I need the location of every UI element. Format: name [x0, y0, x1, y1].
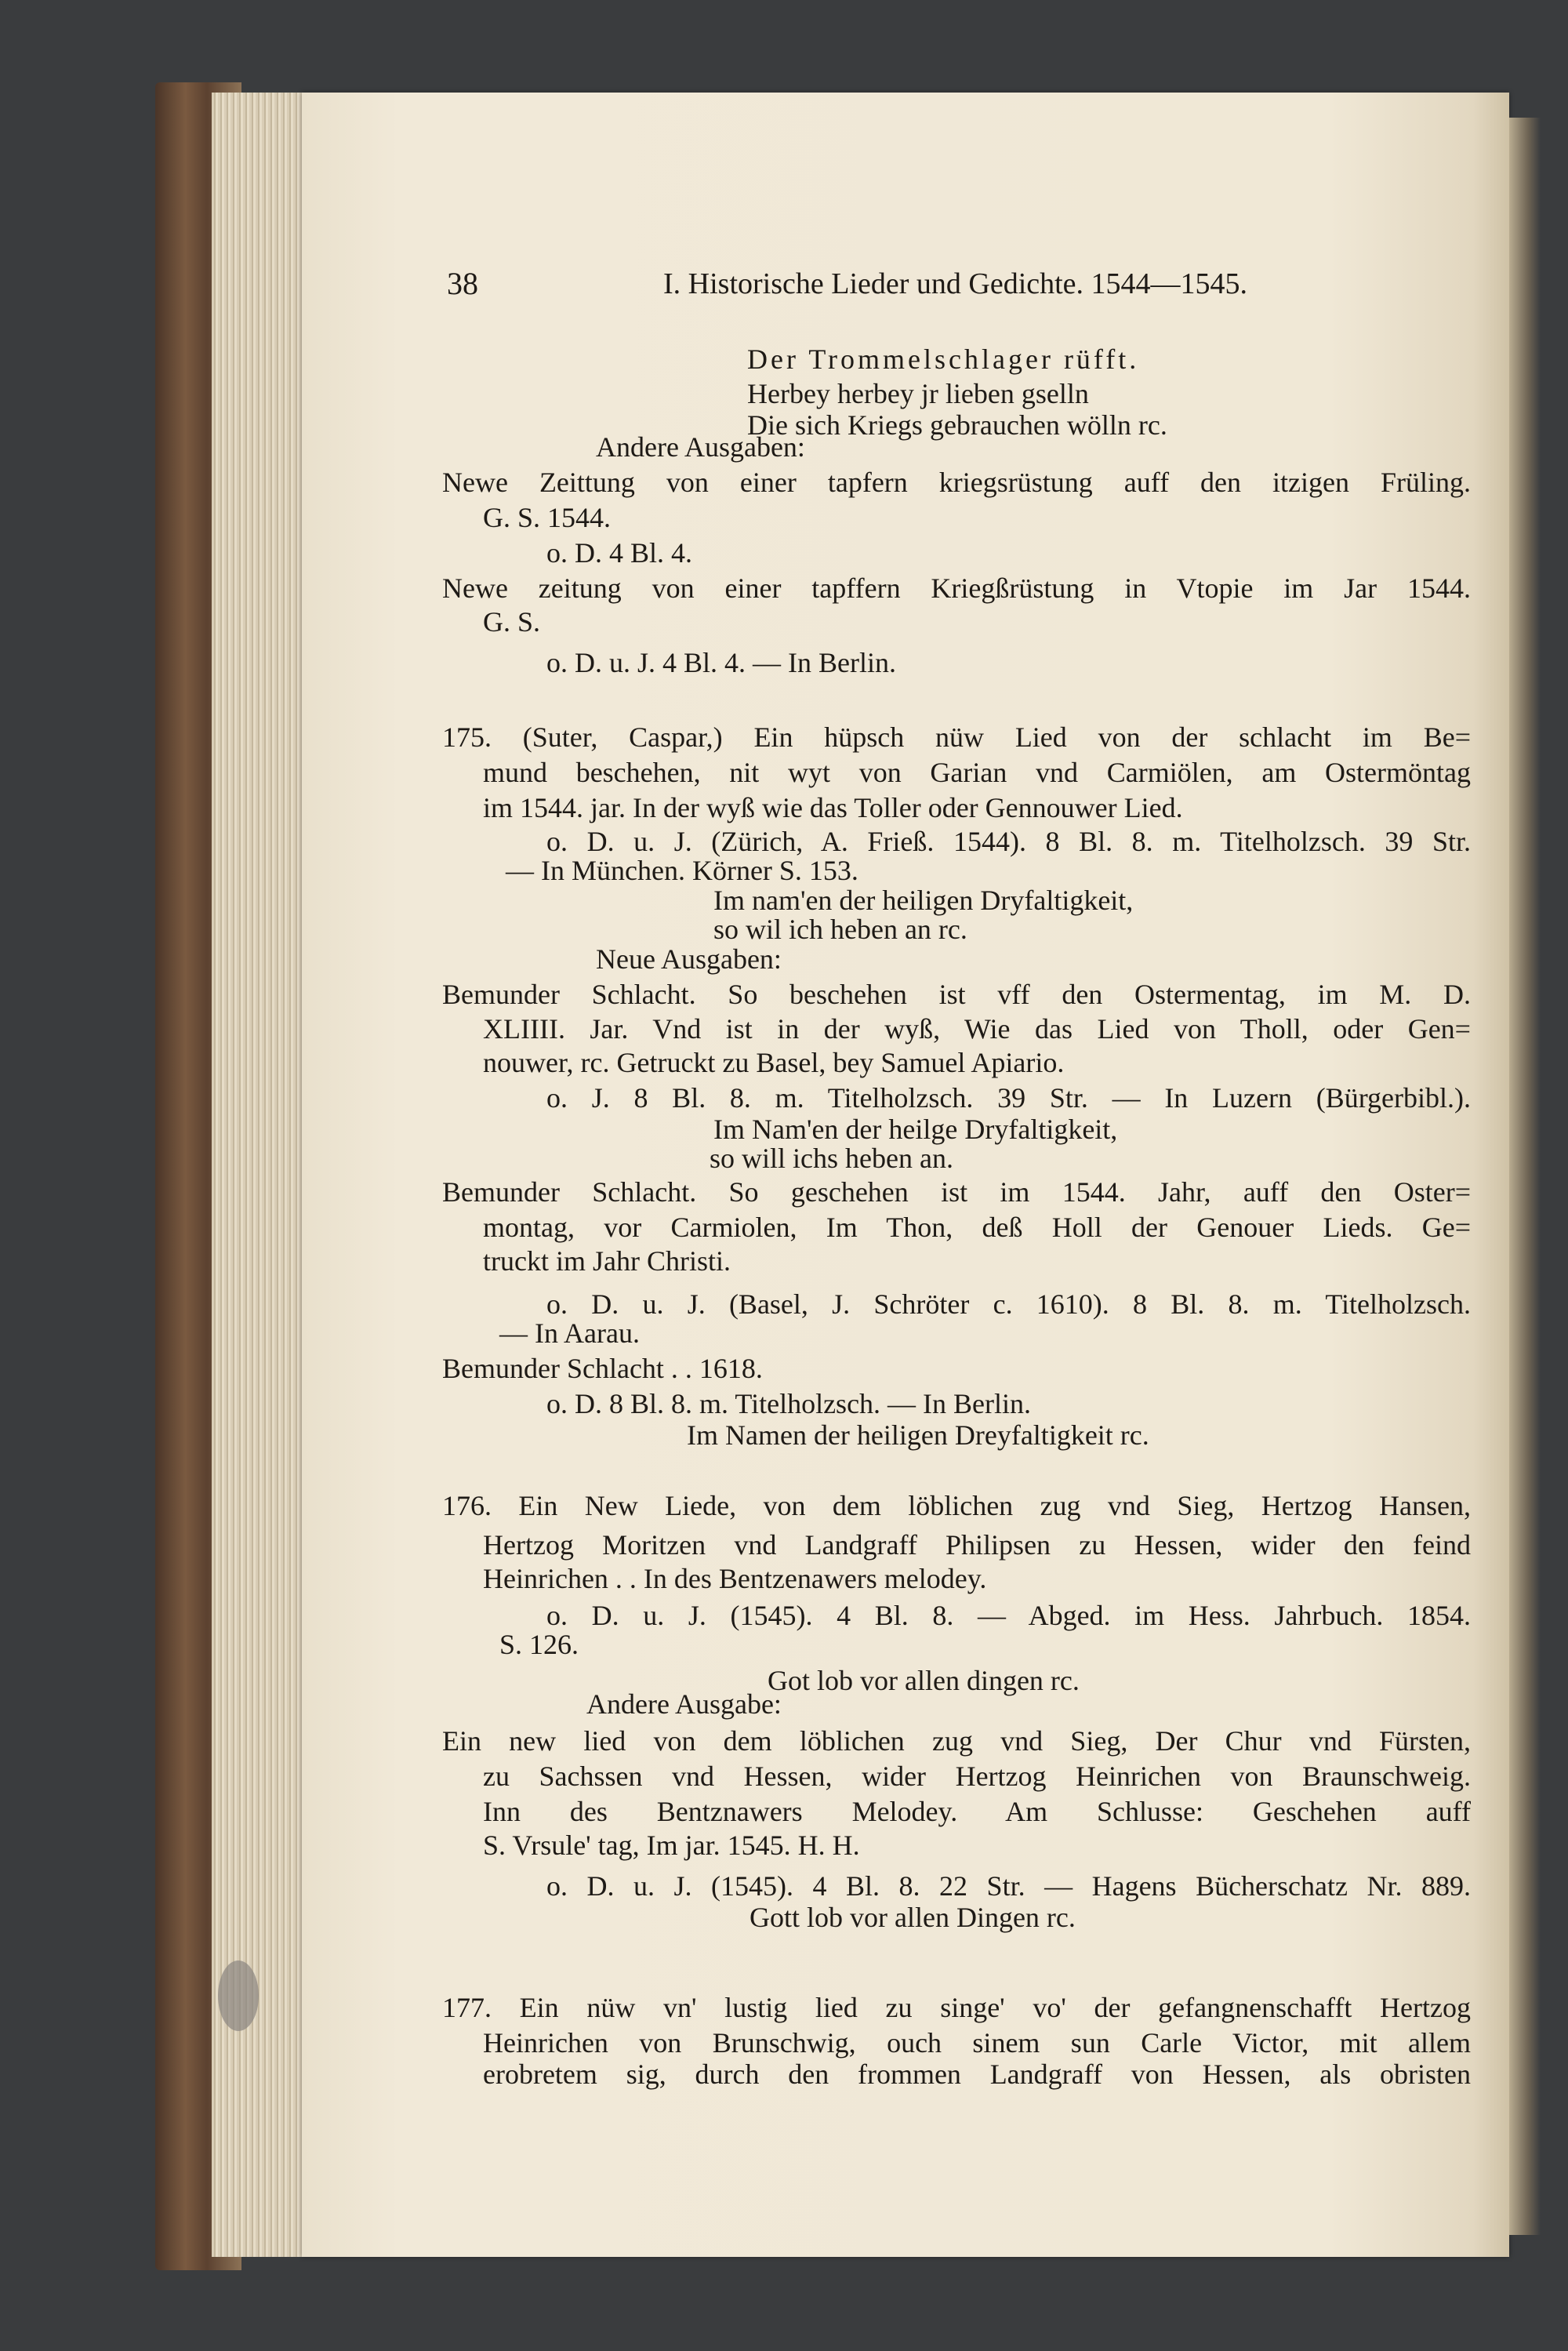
entry-line: Inn des Bentznawers Melodey. Am Schlusse: Geschehen auff [483, 1796, 1471, 1827]
entry-line: Bemunder Schlacht . . 1618. [442, 1353, 763, 1384]
entry-line: Bemunder Schlacht. So beschehen ist vff den Ostermentag, im M. D. [442, 979, 1471, 1010]
entry-175-line: im 1544. jar. In der wyß wie das Toller oder Gennouwer Lied. [483, 792, 1183, 823]
entry-line: truckt im Jahr Christi. [483, 1245, 731, 1277]
entry-177-line: Heinrichen von Brunschwig, ouch sinem sun Carle Victor, mit allem [483, 2027, 1471, 2058]
verse-line: Der Trommelschlager rüfft. [747, 343, 1140, 375]
entry-177-line: 177. Ein nüw vn' lustig lied zu singe' vo' der gefangnenschafft Hertzog [442, 1992, 1471, 2023]
entry-175-line: 175. (Suter, Caspar,) Ein hüpsch nüw Lied von der schlacht im Be= [442, 721, 1471, 753]
verse-line: Im nam'en der heiligen Dryfaltigkeit, [713, 885, 1134, 916]
entry-175-line: mund beschehen, nit wyt von Garian vnd Carmiölen, am Ostermöntag [483, 757, 1471, 788]
section-label: Andere Ausgabe: [586, 1688, 782, 1720]
verse-line: so will ichs heben an. [710, 1143, 953, 1174]
bibliographic-note: o. J. 8 Bl. 8. m. Titelholzsch. 39 Str. — In Luzern (Bürgerbibl.). [546, 1082, 1471, 1114]
verse-line: Die sich Kriegs gebrauchen wölln rc. [747, 409, 1167, 441]
page-number: 38 [447, 266, 478, 301]
entry-line: Newe zeitung von einer tapffern Kriegßrüstung in Vtopie im Jar 1544. [442, 572, 1471, 604]
verse-line: Herbey herbey jr lieben gselln [747, 378, 1089, 409]
verse-line: Got lob vor allen dingen rc. [768, 1665, 1080, 1696]
entry-177-line: erobretem sig, durch den frommen Landgraff von Hessen, als obristen [483, 2058, 1471, 2090]
bibliographic-note: o. D. u. J. (Zürich, A. Frieß. 1544). 8 Bl. 8. m. Titelholzsch. 39 Str. [546, 826, 1471, 857]
entry-176-line: 176. Ein New Liede, von dem löblichen zug vnd Sieg, Hertzog Hansen, [442, 1490, 1471, 1521]
entry-line: G. S. [483, 606, 541, 638]
bibliographic-note: o. D. u. J. 4 Bl. 4. — In Berlin. [546, 647, 896, 678]
entry-line: G. S. 1544. [483, 502, 612, 533]
entry-line: nouwer, rc. Getruckt zu Basel, bey Samuel Apiario. [483, 1047, 1065, 1078]
verse-line: Im Namen der heiligen Dreyfaltigkeit rc. [687, 1419, 1149, 1451]
bibliographic-note: — In Aarau. [499, 1317, 640, 1349]
verse-line: Im Nam'en der heilge Dryfaltigkeit, [713, 1114, 1118, 1145]
facing-page-edge [1509, 118, 1541, 2235]
entry-line: Ein new lied von dem löblichen zug vnd Sieg, Der Chur vnd Fürsten, [442, 1725, 1471, 1757]
paper-blot [218, 1960, 259, 2031]
entry-line: zu Sachssen vnd Hessen, wider Hertzog Heinrichen von Braunschweig. [483, 1761, 1471, 1792]
section-label: Neue Ausgaben: [596, 943, 782, 975]
bibliographic-note: o. D. u. J. (Basel, J. Schröter c. 1610). 8 Bl. 8. m. Titelholzsch. [546, 1288, 1471, 1320]
entry-176-line: Heinrichen . . In des Bentzenawers melodey. [483, 1563, 987, 1594]
bibliographic-note: o. D. u. J. (1545). 4 Bl. 8. — Abged. im Hess. Jahrbuch. 1854. [546, 1600, 1471, 1631]
entry-line: Bemunder Schlacht. So geschehen ist im 1544. Jahr, auff den Oster= [442, 1176, 1471, 1208]
page-stack-edges [212, 93, 314, 2257]
entry-line: XLIIII. Jar. Vnd ist in der wyß, Wie das Lied von Tholl, oder Gen= [483, 1013, 1471, 1045]
bibliographic-note: — In München. Körner S. 153. [506, 855, 858, 886]
entry-line: montag, vor Carmiolen, Im Thon, deß Holl der Genouer Lieds. Ge= [483, 1212, 1471, 1243]
verse-line: so wil ich heben an rc. [713, 914, 967, 945]
bibliographic-note: o. D. u. J. (1545). 4 Bl. 8. 22 Str. — Hagens Bücherschatz Nr. 889. [546, 1870, 1471, 1902]
bibliographic-note: o. D. 4 Bl. 4. [546, 537, 693, 569]
section-label: Andere Ausgaben: [596, 431, 805, 463]
entry-176-line: Hertzog Moritzen vnd Landgraff Philipsen zu Hessen, wider den feind [483, 1529, 1471, 1561]
entry-line: Newe Zeittung von einer tapfern kriegsrüstung auff den itzigen Früling. [442, 467, 1471, 498]
entry-line: S. Vrsule' tag, Im jar. 1545. H. H. [483, 1830, 860, 1861]
verse-line: Gott lob vor allen Dingen rc. [750, 1902, 1076, 1933]
running-title: I. Historische Lieder und Gedichte. 1544—1545. [663, 267, 1248, 300]
bibliographic-note: o. D. 8 Bl. 8. m. Titelholzsch. — In Berlin. [546, 1388, 1032, 1419]
bibliographic-note: S. 126. [499, 1629, 579, 1660]
